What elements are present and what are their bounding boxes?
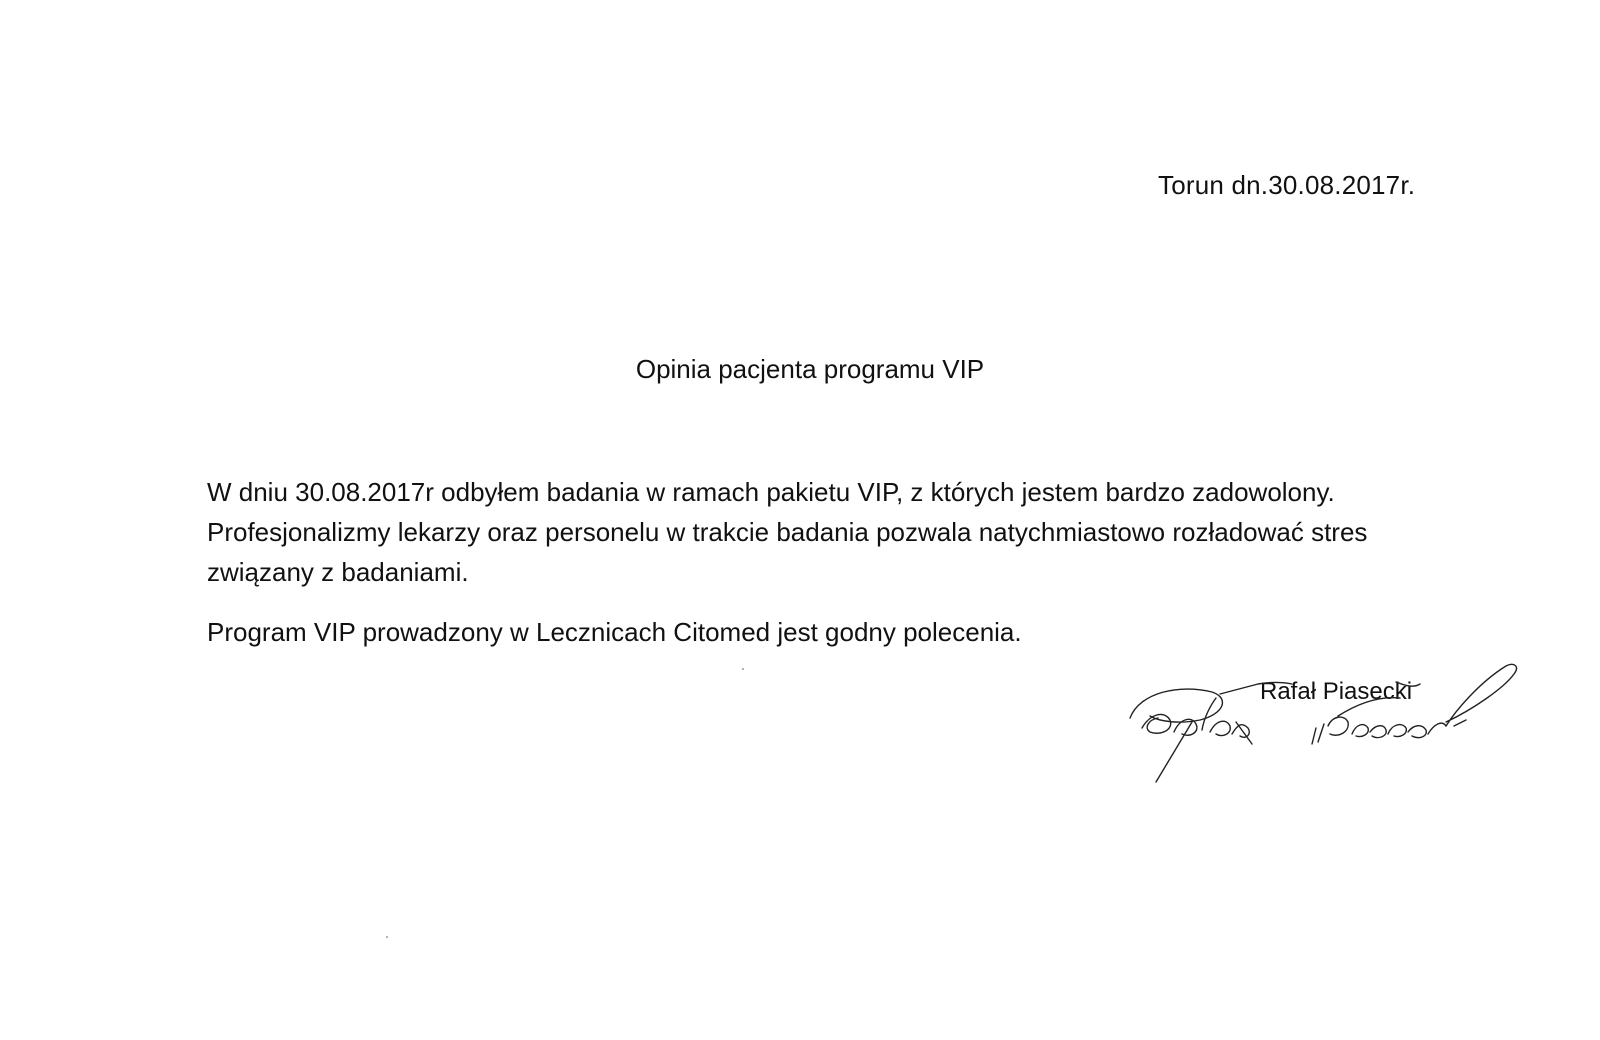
signer-name: Rafał Piasecki [1260,678,1413,705]
document-body [207,472,1437,652]
body-paragraph-1: W dniu 30.08.2017r odbyłem badania w ramach pakietu VIP, z których jestem bardzo zadowolony. Profesjonalizmy lekarzy oraz personelu w trakcie badania pozwala natychmiastowo rozładować stres związany z badaniami. [207,477,1368,587]
place-and-date: Torun dn.30.08.2017r. [1158,170,1416,200]
scan-speck [742,668,744,670]
signature-block [1120,662,1560,802]
scan-speck [386,936,388,938]
handwritten-signature [1120,662,1560,802]
body-paragraph-2: Program VIP prowadzony w Lecznicach Citomed jest godny polecenia. [207,617,1022,647]
document-title: Opinia pacjenta programu VIP [635,354,985,384]
